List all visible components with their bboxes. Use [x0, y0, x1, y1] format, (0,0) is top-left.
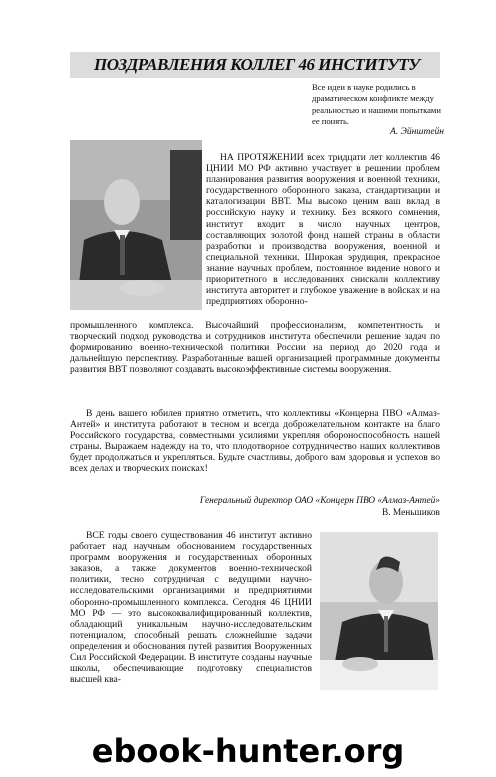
epigraph-text: Все идеи в науке родились в драматическом конфликте между реальностью и нашими попытками ее понять.	[312, 82, 441, 126]
letter1-paragraph2: В день вашего юбилея приятно отметить, что коллективы «Концерна ПВО «Алмаз-Антей» и института работают в тесном и всегда доброжелательном контакте на благо Российского государства, совместными усилиями укрепляя обороноспособность нашей страны. Выражаем надежду на то, что плодотворное сотрудничество наших коллективов будет продолжаться и укрепляться. Будьте счастливы, доброго вам здоровья и успехов во всех делах и творческих поисках!	[70, 408, 440, 475]
letter2-lead: ВСЕ	[86, 530, 105, 541]
letter1-intro-text: всех тридцати лет коллектив 46 ЦНИИ МО РФ активно участвует в решении проблем планирования развития вооружения и военной техники, государственного оборонного заказа, стандартизации и каталогизации ВВТ. Мы высоко ценим ваш вклад в российскую науку и технику. Без всякого сомнения, институт входит в число научных центров, составляющих золотой фонд нашей страны в области разработки и производства вооружения, военной и специальной техники. Широкая эрудиция, прекрасное знание научных проблем, постоянное видение нового и приоритетного в исследованиях снискали коллективу института авторитет и глубокое уважение в войсках и на предприятиях оборонно-	[206, 152, 440, 308]
epigraph	[312, 82, 444, 138]
portrait-photo-2	[320, 532, 438, 690]
page-title: ПОЗДРАВЛЕНИЯ КОЛЛЕГ 46 ИНСТИТУТУ	[94, 55, 420, 74]
letter1-intro-paragraph	[206, 152, 440, 307]
letter2-text: годы своего существования 46 институт активно работает над научным обоснованием государственных программ вооружения и государственных оборонных заказов, а также документов военно-технической политики, тесно сотрудничая с ведущими научно-исследовательскими организациями и предприятиями оборонно-промышленного комплекса. Сегодня 46 ЦНИИ МО РФ — это высококвалифицированный коллектив, обладающий уникальным научно-исследовательским потенциалом, способный решать сложнейшие задачи определения и обоснования путей развития Вооруженных Сил Российской Федерации. В институте созданы научные школы, обеспечивающие подготовку специалистов высшей ква-	[70, 530, 312, 686]
signature-role: Генеральный директор ОАО «Концерн ПВО «Алмаз-Антей»	[199, 496, 440, 506]
letter1-lead: НА ПРОТЯЖЕНИИ	[220, 152, 304, 163]
signature-name: В. Меньшиков	[381, 507, 440, 518]
watermark: ebook-hunter.org	[91, 732, 405, 770]
epigraph-author: А. Эйнштейн	[390, 127, 444, 138]
letter1-continuation: промышленного комплекса. Высочайший профессионализм, компетентность и творческий подход руководства и сотрудников института обеспечили решение задач по формированию военно-технической политики России на период до 2020 года и дальнейшую перспективу. Разработанные вашей организацией программные документы развития ВВТ позволяют создавать высокоэффективные системы вооружения.	[70, 320, 440, 376]
letter1-signature	[82, 496, 440, 519]
letter2-paragraph	[70, 530, 312, 685]
portrait-photo-1	[70, 140, 202, 310]
